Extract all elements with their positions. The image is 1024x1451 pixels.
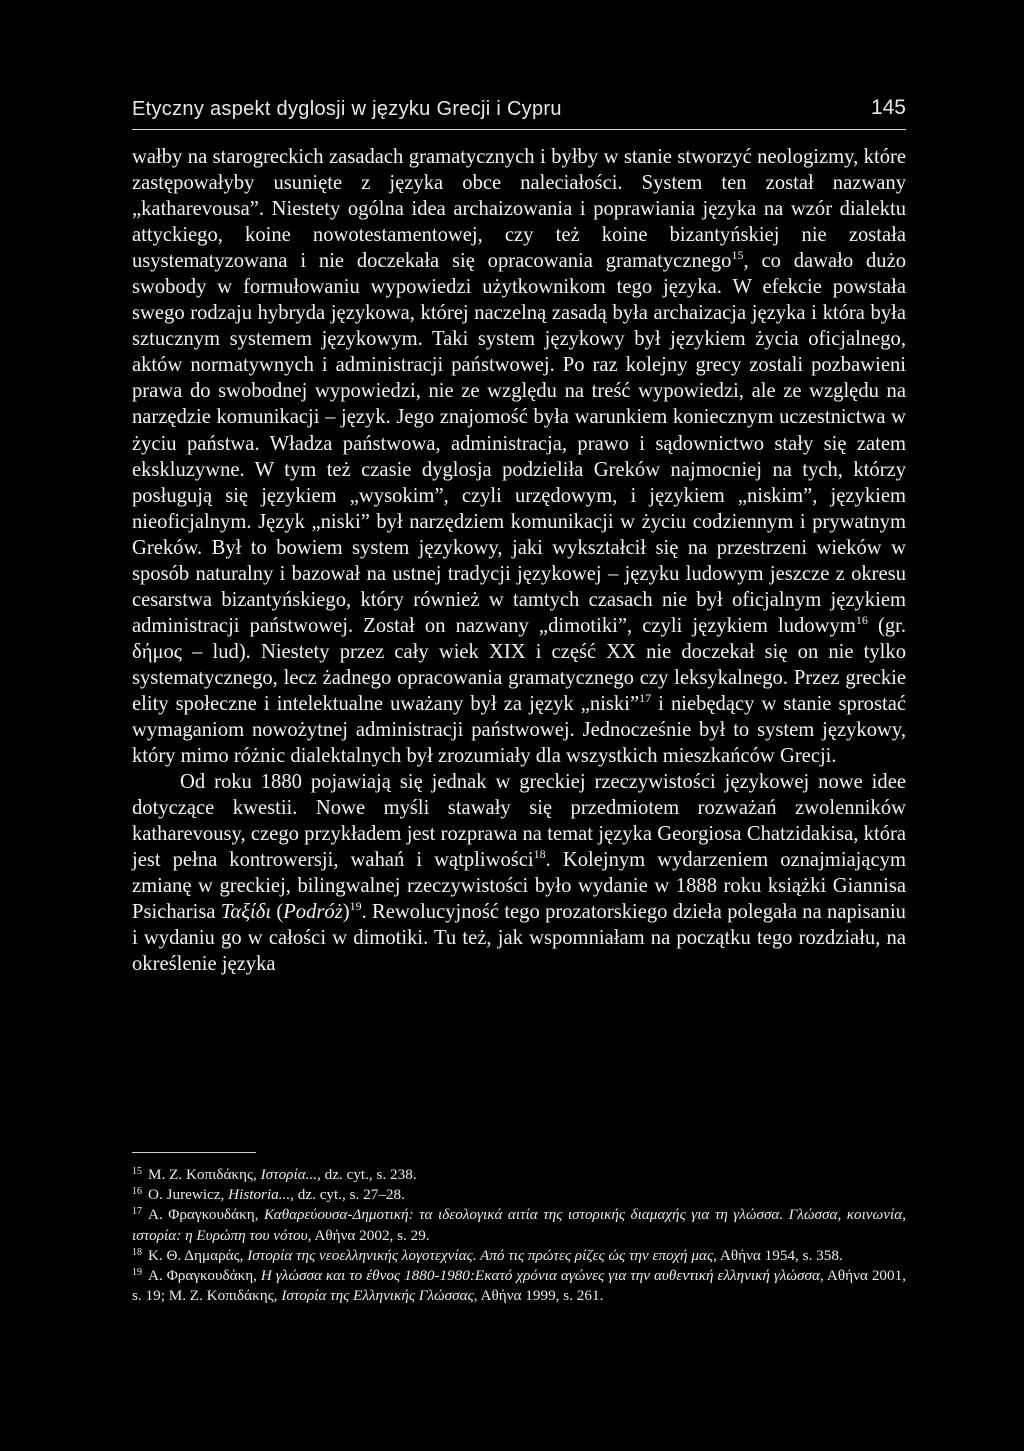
footnotes <box>132 1165 906 1306</box>
footnote-text: , Αθήνα 2002, s. 29. <box>307 1226 430 1244</box>
paragraph-1 <box>132 144 906 769</box>
footnote-separator <box>132 1152 256 1153</box>
footnote-number: 17 <box>132 1206 142 1218</box>
book-title-polish: Podróż <box>283 901 343 924</box>
footnote-title: Καθαρεύουσα-Δημοτική: τα ιδεολογικά αιτία της ιστορικής διαμαχής για τη γλώσσα. Γλώσσα, κοινωνία, ιστορία: η Ευρώπη του νότου <box>132 1206 906 1244</box>
footnote-title: Ιστορία της νεοελληνικής λογοτεχνίας. Από τις πρώτες ρίζες ώς την εποχή μας <box>247 1246 714 1264</box>
paragraph-1-text-d: i niebędący w stanie sprostać wymaganiom nowożytnej administracji państwowej. Jednocześnie był to system językowy, który mimo różnic dialektalnych był zrozumiały dla wszystkich mieszkańców Grecji. <box>132 692 906 768</box>
footnote-title: Ιστορία της Ελληνικής Γλώσσας <box>281 1287 474 1305</box>
footnote-number: 19 <box>132 1267 142 1279</box>
paragraph-2 <box>132 769 906 977</box>
footnote-text: K. Θ. Δημαράς, <box>148 1246 248 1264</box>
paren-open: ( <box>271 901 284 924</box>
footnote-text: A. Φραγκουδάκη, <box>148 1206 264 1224</box>
footnote-ref-16: 16 <box>855 612 868 627</box>
paren-close: ) <box>342 901 350 924</box>
footnote-text: , dz. cyt., s. 27–28. <box>290 1186 405 1204</box>
footnote-19 <box>132 1266 906 1306</box>
paragraph-2-text-c: . Rewolucyjność tego prozatorskiego dzieła polegała na napisaniu i wydaniu go w całości w dimotiki. Tu też, jak wspomniałam na początku tego rozdziału, na określenie języka <box>132 901 906 976</box>
paragraph-1-text-a: wałby na starogreckich zasadach gramatycznych i byłby w stanie stworzyć neologizmy, które zastępowałyby usunięte z języka obce naleciałości. System ten został nazwany „katharevousa”. Niestety ogólna idea archaizowania i poprawiania języka na wzór dialektu attyckiego, koine nowotestamentowej, czy też koine bizantyńskiej nie została usystematyzowana i nie doczekała się opracowania gramatycznego <box>132 146 906 273</box>
footnote-text: , Αθήνα 2001, s. 19; M. Z. Κοπιδάκης, <box>132 1267 906 1305</box>
footnote-text: , dz. cyt., s. 238. <box>317 1166 417 1183</box>
paragraph-1-text-b: , co dawało dużo swobody w formułowaniu wypowiedzi użytkownikom tego języka. W efekcie powstała swego rodzaju hybryda językowa, której naczelną zasadą była archaizacja języka i która była sztucznym systemem językowym. Taki system językowy był językiem życia oficjalnego, aktów normatywnych i administracji państwowej. Po raz kolejny grecy zostali pozbawieni prawa do swobodnej wypowiedzi, nie ze względu na treść wypowiedzi, ale ze względu na narzędzie komunikacji – język. Jego znajomość była warunkiem koniecznym uczestnictwa w życiu państwa. Władza państwowa, administracja, prawo i sądownictwo stały się zatem ekskluzywne. W tym też czasie dyglosja podzieliła Greków najmocniej na tych, którzy posługują się językiem „wysokim”, czyli urzędowym, i językiem „niskim”, językiem nieoficjalnym. Język „niski” był narzędziem komunikacji w życiu codziennym i prywatnym Greków. Był to bowiem system językowy, jaki wykształcił się na przestrzeni wieków w sposób naturalny i bazował na ustnej tradycji językowej – języku ludowym jeszcze z okresu cesarstwa bizantyńskiego, który również w tamtych czasach nie był oficjalnym językiem administracji państwowej. Został on nazwany „dimotiki”, czyli językiem ludowym <box>132 250 907 637</box>
footnote-text: A. Φραγκουδάκη, <box>148 1267 261 1285</box>
paragraph-1-text-c: (gr. δήμος – lud). Niestety przez cały wiek XIX i część XX nie doczekał się on nie tylko systematycznego, lecz żadnego opracowania gramatycznego czy leksykalnego. Przez greckie elity społeczne i intelektualne uważany był za język „niski” <box>132 614 906 715</box>
running-header <box>132 95 906 130</box>
paragraph-2-text-b: . Kolejnym wydarzeniem oznajmiającym zmianę w greckiej, bilingwalnej rzeczywistości było wydanie w 1888 roku książki Giannisa Psicharisa <box>132 849 906 924</box>
footnote-number: 16 <box>132 1186 142 1198</box>
running-header-title: Etyczny aspekt dyglosji w języku Grecji i Cypru <box>132 98 562 120</box>
footnote-text: M. Z. Κοπιδάκης, <box>148 1166 261 1183</box>
footnote-title: Η γλώσσα και το έθνος 1880-1980:Εκατό χρόνια αγώνες για την αυθεντική ελληνική γλώσσα <box>260 1267 820 1285</box>
footnote-title: Ιστορία... <box>260 1166 318 1183</box>
footnote-ref-19: 19 <box>349 899 362 914</box>
footnote-15 <box>132 1165 906 1185</box>
footnote-17 <box>132 1205 906 1245</box>
footnote-title: Historia... <box>228 1186 291 1204</box>
footnote-ref-17: 17 <box>639 690 652 705</box>
footnote-number: 18 <box>132 1246 142 1258</box>
book-title-greek: Ταξίδι <box>220 901 272 924</box>
footnote-text: , Αθήνα 1999, s. 261. <box>473 1287 604 1305</box>
footnote-18 <box>132 1246 906 1266</box>
footnote-16 <box>132 1185 906 1205</box>
footnote-text: O. Jurewicz, <box>148 1186 229 1204</box>
footnote-number: 15 <box>132 1166 142 1177</box>
footnote-ref-18: 18 <box>533 847 546 862</box>
page-number: 145 <box>870 96 906 119</box>
footnote-ref-15: 15 <box>731 248 744 263</box>
main-text <box>132 144 906 978</box>
footnote-text: , Αθήνα 1954, s. 358. <box>713 1246 843 1264</box>
paragraph-2-text-a: Od roku 1880 pojawiają się jednak w greckiej rzeczywistości językowej nowe idee dotyczące kwestii. Nowe myśli stawały się przedmiotem rozważań zwolenników katharevousy, czego przykładem jest rozprawa na temat języka Georgiosa Chatzidakisa, która jest pełna kontrowersji, wahań i wątpliwości <box>132 771 906 872</box>
